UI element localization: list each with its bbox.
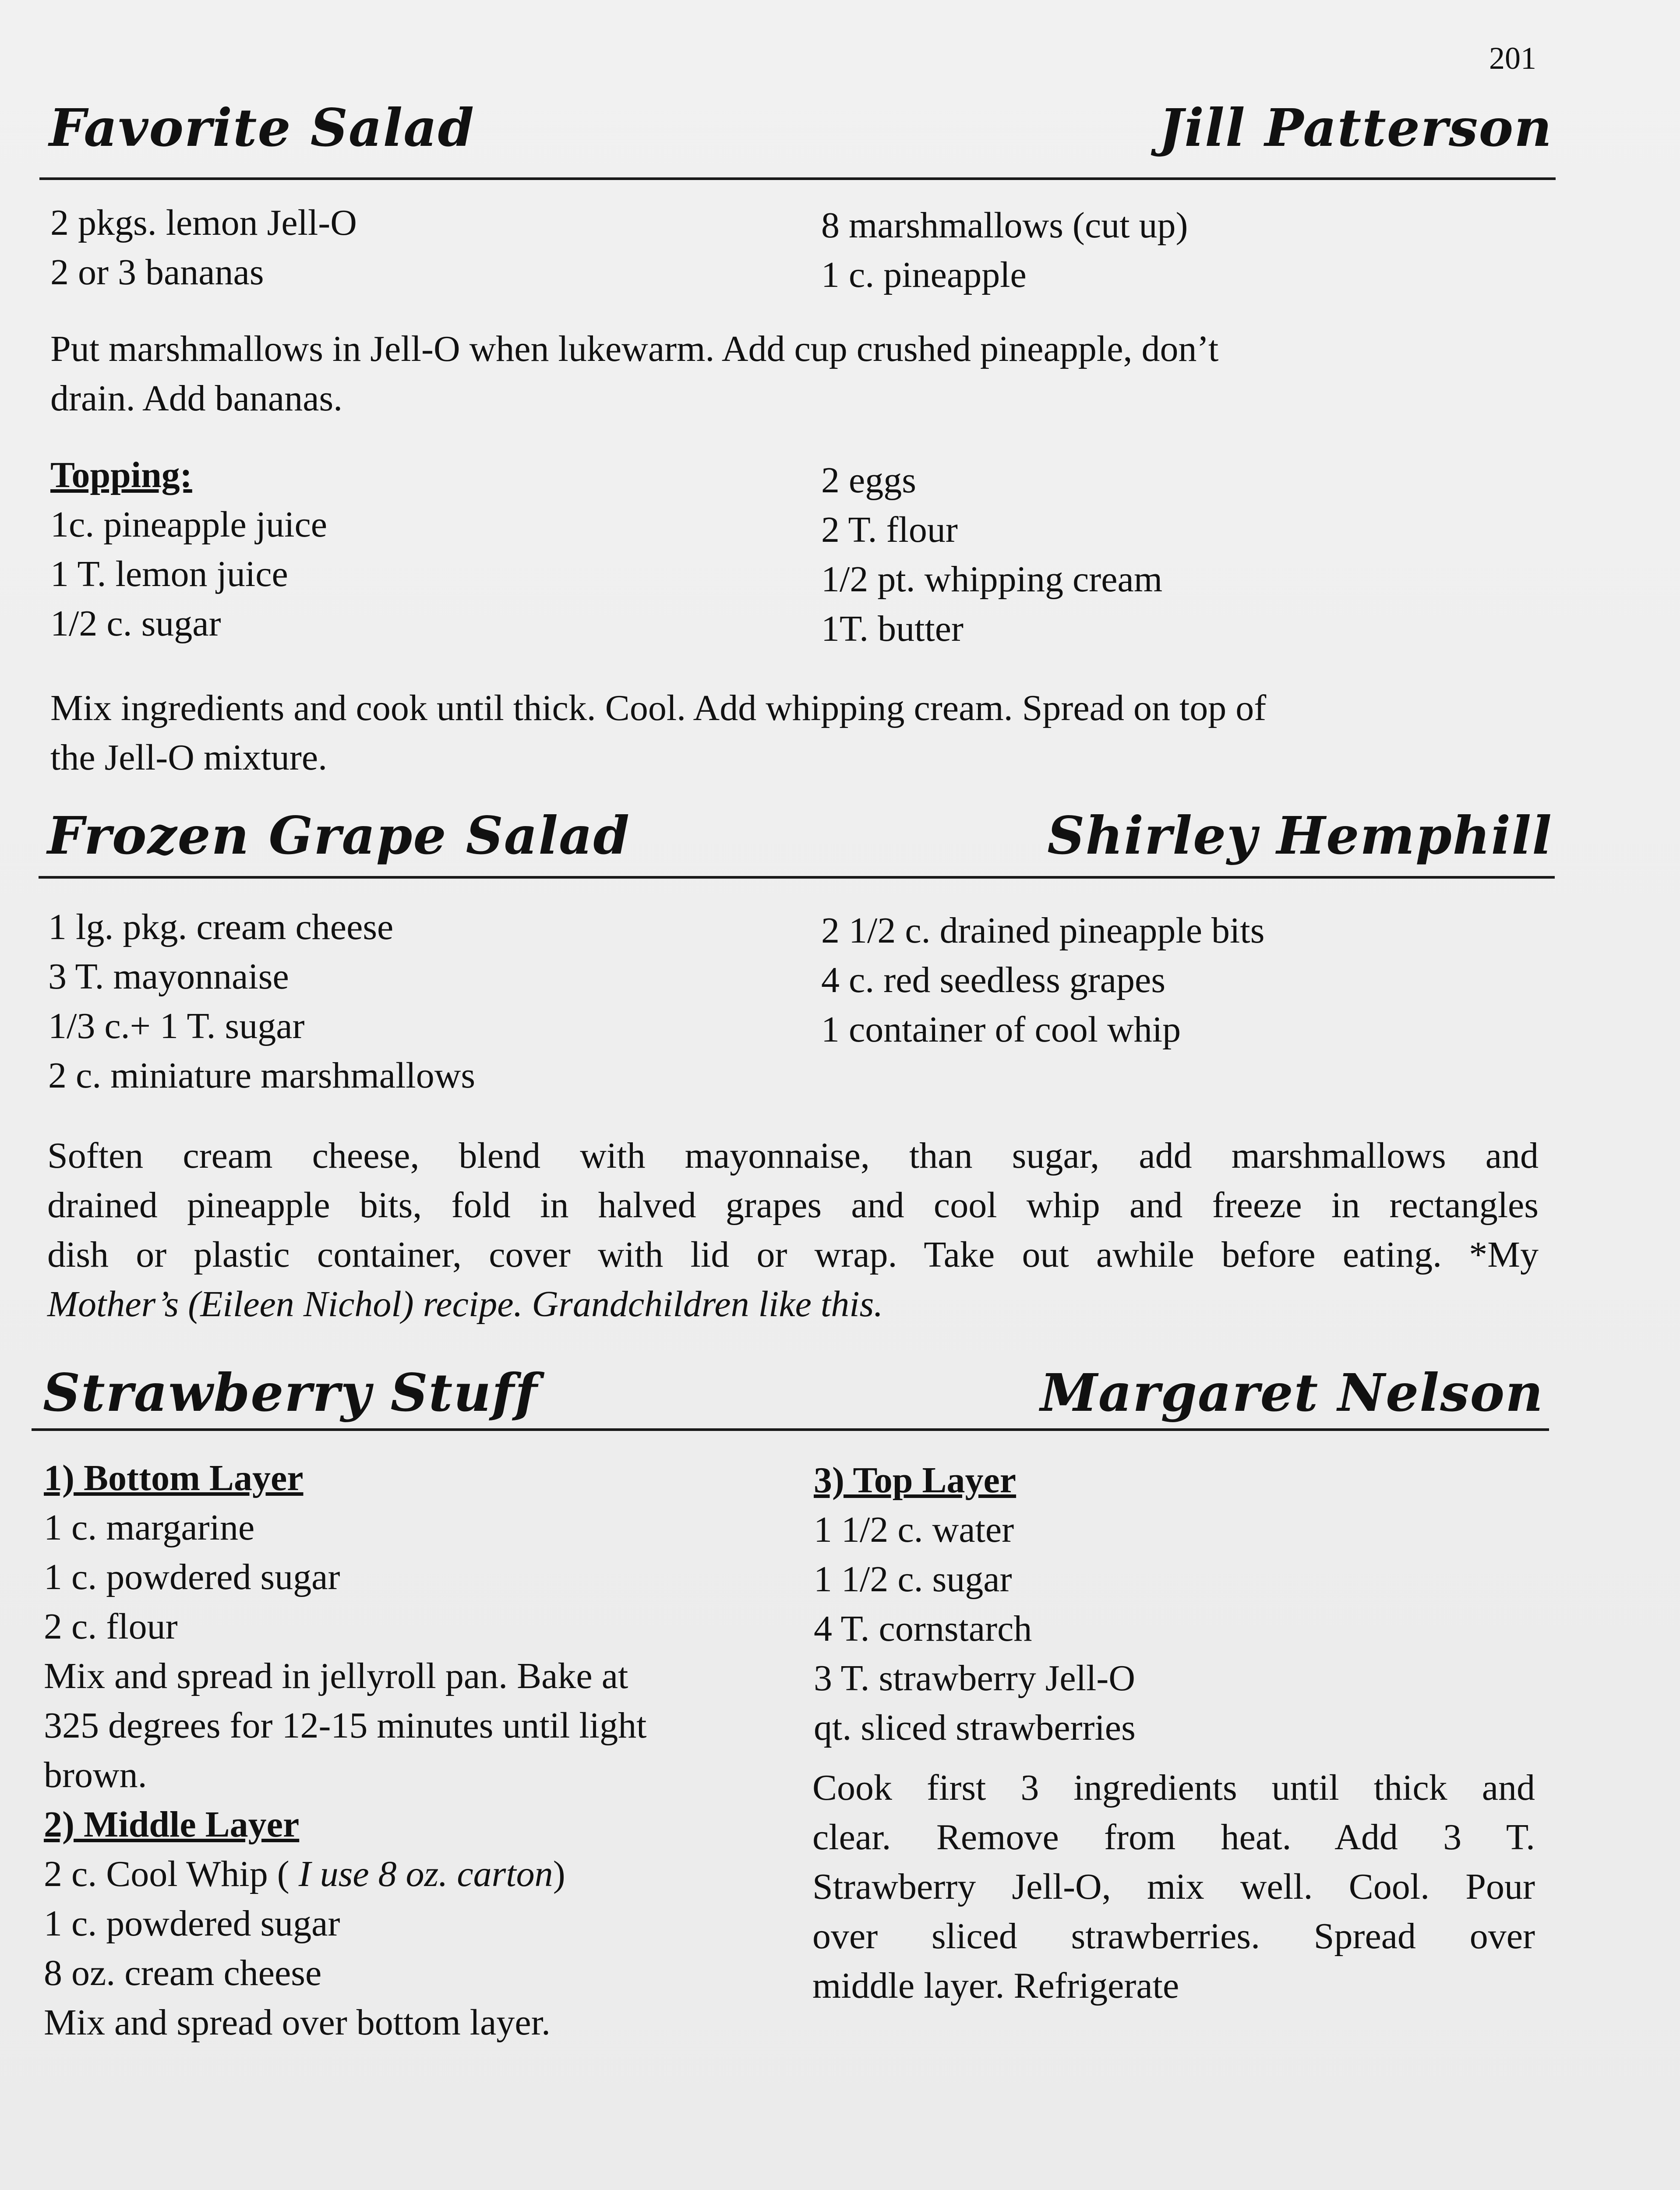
ingredient: 1/2 c. sugar <box>50 603 221 644</box>
ingredient-note: I use 8 oz. carton <box>298 1854 553 1894</box>
ingredient: 1 T. lemon juice <box>50 554 288 594</box>
recipe-title-favorite-salad: Favorite Salad <box>49 97 475 158</box>
instruction-line: 325 degrees for 12-15 minutes until light <box>44 1705 647 1746</box>
top-layer <box>814 1455 1536 1752</box>
instruction-line: Put marshmallows in Jell-O when lukewarm. Add cup crushed pineapple, don’t <box>50 328 1219 369</box>
recipe-title-frozen-grape-salad: Frozen Grape Salad <box>47 805 631 866</box>
title-underline <box>39 177 1556 180</box>
ingredient: 2 eggs <box>821 460 916 501</box>
title-underline <box>39 876 1555 879</box>
ingredients-right <box>821 906 1566 1054</box>
title-underline <box>32 1428 1549 1431</box>
instruction-line: drain. Add bananas. <box>50 378 343 419</box>
bottom-layer <box>44 1453 788 2047</box>
ingredient-text: 2 c. Cool Whip ( <box>44 1854 299 1894</box>
ingredients-left <box>50 198 795 297</box>
ingredient: 1 c. powdered sugar <box>44 1557 340 1597</box>
instructions <box>47 1131 1539 1279</box>
instruction-line: Soften cream cheese, blend with mayonnaise, than sugar, add marshmallows and <box>47 1135 1539 1176</box>
ingredient: 2 T. flour <box>821 509 958 550</box>
topping-instructions <box>50 683 1561 782</box>
ingredient: qt. sliced strawberries <box>814 1707 1136 1748</box>
instruction-line: the Jell-O mixture. <box>50 737 328 778</box>
ingredient: 1 container of cool whip <box>821 1009 1181 1050</box>
instruction-line: Strawberry Jell-O, mix well. Cool. Pour <box>812 1866 1535 1907</box>
instruction-line: dish or plastic container, cover with lid or wrap. Take out awhile before eating. *My <box>47 1234 1539 1275</box>
ingredient: 4 T. cornstarch <box>814 1608 1032 1649</box>
instructions <box>50 324 1452 423</box>
topping-left <box>50 450 795 648</box>
ingredient: 4 c. red seedless grapes <box>821 960 1166 1000</box>
ingredient: 2 or 3 bananas <box>50 252 264 293</box>
ingredient: 1c. pineapple juice <box>50 504 328 545</box>
ingredient: 2 pkgs. lemon Jell-O <box>50 202 357 243</box>
ingredient: 3 T. strawberry Jell-O <box>814 1658 1136 1699</box>
ingredient: 1T. butter <box>821 608 964 649</box>
recipe-author-jill-patterson: Jill Patterson <box>1159 97 1553 158</box>
ingredients-left <box>48 902 793 1100</box>
instruction-line: brown. <box>44 1755 147 1795</box>
topping-right <box>821 456 1566 653</box>
ingredient: 2 1/2 c. drained pineapple bits <box>821 910 1265 951</box>
ingredient: 1 c. pineapple <box>821 254 1027 295</box>
recipe-title-strawberry-stuff: Strawberry Stuff <box>43 1362 538 1423</box>
middle-layer-heading: 2) Middle Layer <box>44 1804 300 1845</box>
ingredient: 1 lg. pkg. cream cheese <box>48 907 394 947</box>
instruction-line: Mix ingredients and cook until thick. Cool. Add whipping cream. Spread on top of <box>50 688 1267 728</box>
top-layer-instructions-end <box>812 1961 1535 2010</box>
top-layer-heading: 3) Top Layer <box>814 1460 1016 1501</box>
recipe-note: Mother’s (Eileen Nichol) recipe. Grandchildren like this. <box>47 1284 883 1325</box>
instruction-line: over sliced strawberries. Spread over <box>812 1916 1535 1957</box>
bottom-layer-heading: 1) Bottom Layer <box>44 1458 304 1498</box>
ingredient: 3 T. mayonnaise <box>48 956 289 997</box>
ingredient: 1 c. powdered sugar <box>44 1903 340 1944</box>
instruction-line: middle layer. Refrigerate <box>812 1965 1179 2006</box>
ingredient: 1 c. margarine <box>44 1507 255 1548</box>
instruction-line: clear. Remove from heat. Add 3 T. <box>812 1817 1535 1858</box>
top-layer-instructions <box>812 1763 1535 1961</box>
instruction-line: Cook first 3 ingredients until thick and <box>812 1767 1535 1808</box>
instruction-line: Mix and spread in jellyroll pan. Bake at <box>44 1656 628 1696</box>
ingredient <box>44 1849 788 1899</box>
page-number: 201 <box>1489 41 1536 76</box>
ingredients-right <box>821 201 1566 300</box>
ingredient: 8 marshmallows (cut up) <box>821 205 1188 246</box>
instruction-line: Mix and spread over bottom layer. <box>44 2002 551 2043</box>
ingredient: 1 1/2 c. sugar <box>814 1559 1012 1600</box>
ingredient: 8 oz. cream cheese <box>44 1953 322 1993</box>
ingredient: 2 c. miniature marshmallows <box>48 1055 476 1096</box>
ingredient: 1/2 pt. whipping cream <box>821 559 1163 600</box>
ingredient-text-end: ) <box>553 1854 565 1894</box>
recipe-author-shirley-hemphill: Shirley Hemphill <box>1047 805 1553 866</box>
instruction-line: drained pineapple bits, fold in halved grapes and cool whip and freeze in rectangles <box>47 1185 1539 1226</box>
ingredient: 2 c. flour <box>44 1606 178 1647</box>
ingredient: 1/3 c.+ 1 T. sugar <box>48 1006 305 1046</box>
topping-heading: Topping: <box>50 455 192 495</box>
recipe-author-margaret-nelson: Margaret Nelson <box>1040 1362 1544 1423</box>
ingredient: 1 1/2 c. water <box>814 1509 1014 1550</box>
